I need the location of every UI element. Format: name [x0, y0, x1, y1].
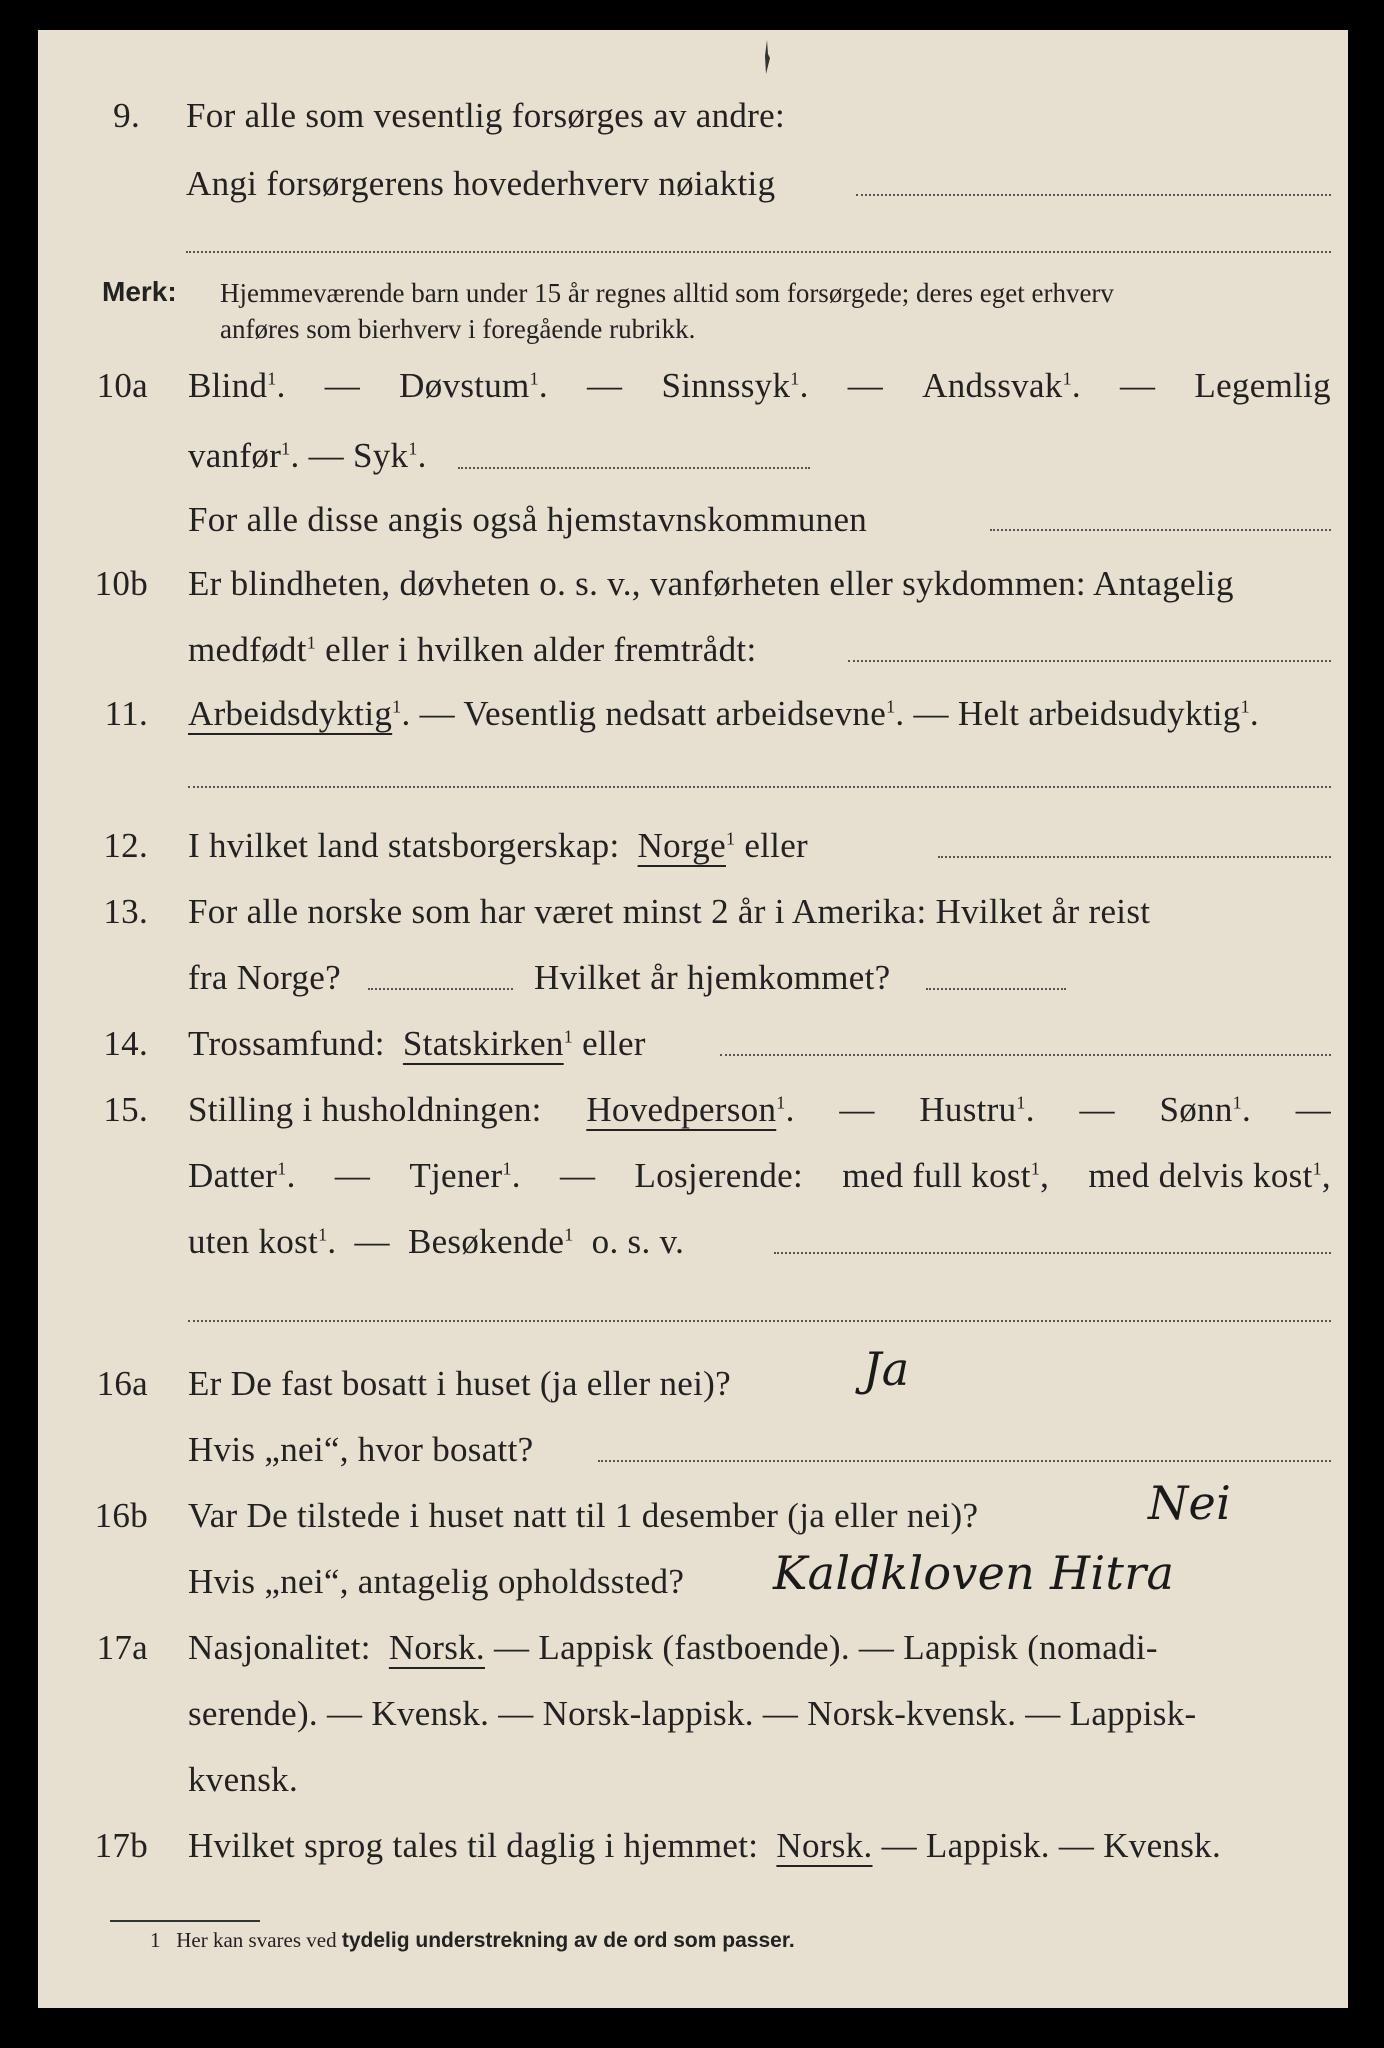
q10a-hometown-line[interactable]	[990, 529, 1331, 531]
q10a-answer-line[interactable]	[458, 467, 810, 469]
q10a-hometown-label: For alle disse angis også hjemstavnskommunen	[188, 500, 868, 539]
q13-number: 13.	[103, 892, 148, 931]
q12-text: I hvilket land statsborgerskap: Norge$^1$ eller	[188, 826, 809, 865]
q16b-handwritten-answer[interactable]: Nei	[1148, 1476, 1232, 1530]
opt-legemlig: Legemlig	[1194, 366, 1331, 405]
q9-answer-line-2[interactable]	[186, 251, 1331, 253]
q13-left-label: fra Norge?	[188, 958, 341, 997]
q15-options-2: Datter$^1$. — Tjener$^1$. — Losjerende: med full kost$^1$, med delvis kost$^1$,	[188, 1156, 1331, 1195]
opt-andssvak: Andssvak$^1$.	[922, 366, 1081, 405]
q16a-answer-line[interactable]	[598, 1460, 1331, 1462]
q15-number: 15.	[103, 1090, 148, 1129]
footnote-text: Her kan svares ved	[176, 1928, 337, 1952]
q9-occupation-label: Angi forsørgerens hovederhverv nøiaktig	[186, 164, 776, 203]
q17a-number: 17a	[96, 1628, 148, 1667]
q16b-number: 16b	[94, 1496, 148, 1535]
q10a-number: 10a	[96, 366, 148, 405]
q9-number: 9.	[113, 96, 140, 135]
q14-opt-statskirken-underlined: Statskirken	[402, 1024, 564, 1063]
q16a-number: 16a	[96, 1364, 148, 1403]
q9-text: For alle som vesentlig forsørges av andre:	[186, 96, 786, 135]
q13-year-left-line[interactable]	[368, 988, 513, 990]
q10b-number: 10b	[94, 564, 148, 603]
q14-answer-line[interactable]	[720, 1054, 1331, 1056]
q17a-text-2: serende). — Kvensk. — Norsk-lappisk. — Norsk-kvensk. — Lappisk-	[188, 1694, 1197, 1733]
q10a-line2-text: vanfør$^1$. — Syk$^1$.	[188, 436, 427, 475]
footnote	[150, 1928, 795, 1953]
q16a-question: Er De fast bosatt i huset (ja eller nei)?	[188, 1364, 731, 1403]
q17b-number: 17b	[94, 1826, 148, 1865]
q11-options: Arbeidsdyktig$^1$. — Vesentlig nedsatt arbeidsevne$^1$. — Helt arbeidsudyktig$^1$.	[188, 694, 1259, 733]
census-form-page	[38, 30, 1348, 2008]
q17b-text: Hvilket sprog tales til daglig i hjemmet: Norsk. — Lappisk. — Kvensk.	[188, 1826, 1222, 1865]
merk-line1: Hjemmeværende barn under 15 år regnes alltid som forsørgede; deres eget erhverv	[220, 278, 1114, 308]
q17a-text: Nasjonalitet: Norsk. — Lappisk (fastboende). — Lappisk (nomadi-	[188, 1628, 1158, 1667]
opt-dovstum: Døvstum$^1$.	[399, 366, 548, 405]
q13-year-returned-line[interactable]	[926, 988, 1066, 990]
footnote-mark: 1	[150, 1928, 161, 1952]
q12-answer-line[interactable]	[938, 856, 1331, 858]
merk-label: Merk:	[102, 276, 177, 307]
footnote-bold: tydelig understrekning av de ord som passer.	[341, 1929, 795, 1952]
q16a-where-label: Hvis „nei“, hvor bosatt?	[188, 1430, 534, 1469]
q15-opt-hovedperson-underlined: Hovedperson	[586, 1090, 777, 1129]
q11-number: 11.	[104, 694, 148, 733]
merk-line2: anføres som bierhverv i foregående rubrikk.	[220, 314, 696, 344]
q12-number: 12.	[103, 826, 148, 865]
opt-blind: Blind$^1$.	[188, 366, 286, 405]
q14-text: Trossamfund: Statskirken$^1$ eller	[188, 1024, 646, 1063]
merk-note	[102, 276, 1332, 344]
q13-text: For alle norske som har været minst 2 år i Amerika: Hvilket år reist	[188, 892, 1151, 931]
q15-options-3: uten kost$^1$. — Besøkende$^1$ o. s. v.	[188, 1222, 685, 1261]
q15-options-1: Stilling i husholdningen: Hovedperson$^1$. — Hustru$^1$. — Sønn$^1$. —	[188, 1090, 1331, 1129]
footnote-rule	[110, 1920, 260, 1922]
q11-opt-arbeidsdyktig-underlined: Arbeidsdyktig	[188, 694, 393, 733]
opt-sinnssyk: Sinnssyk$^1$.	[661, 366, 809, 405]
q11-answer-line[interactable]	[188, 786, 1331, 788]
q10b-answer-line[interactable]	[848, 660, 1331, 662]
q15-answer-line-2[interactable]	[188, 1320, 1331, 1322]
q12-opt-norge-underlined: Norge	[637, 826, 726, 865]
q16b-question: Var De tilstede i huset natt til 1 desember (ja eller nei)?	[188, 1496, 979, 1535]
q13-returned-label: Hvilket år hjemkommet?	[534, 958, 891, 997]
ink-mark	[763, 40, 771, 74]
q10b-line2-text: medfødt$^1$ eller i hvilken alder fremtrådt:	[188, 630, 757, 669]
q17b-opt-norsk-underlined: Norsk.	[776, 1826, 873, 1865]
q16a-handwritten-answer[interactable]: Ja	[863, 1342, 910, 1396]
q10b-text: Er blindheten, døvheten o. s. v., vanførheten eller sykdommen: Antagelig	[188, 564, 1234, 603]
q9-answer-line[interactable]	[856, 194, 1331, 196]
q16b-stay-label: Hvis „nei“, antagelig opholdssted?	[188, 1562, 685, 1601]
q15-answer-line[interactable]	[774, 1252, 1331, 1254]
q10a-options: Blind$^1$. — Døvstum$^1$. — Sinnssyk$^1$. — Andssvak$^1$. — Legemlig	[188, 366, 1331, 405]
q17a-opt-norsk-underlined: Norsk.	[388, 1628, 485, 1667]
q16b-handwritten-location[interactable]: Kaldkloven Hitra	[773, 1546, 1175, 1600]
q14-number: 14.	[103, 1024, 148, 1063]
q17a-text-3: kvensk.	[188, 1760, 299, 1799]
